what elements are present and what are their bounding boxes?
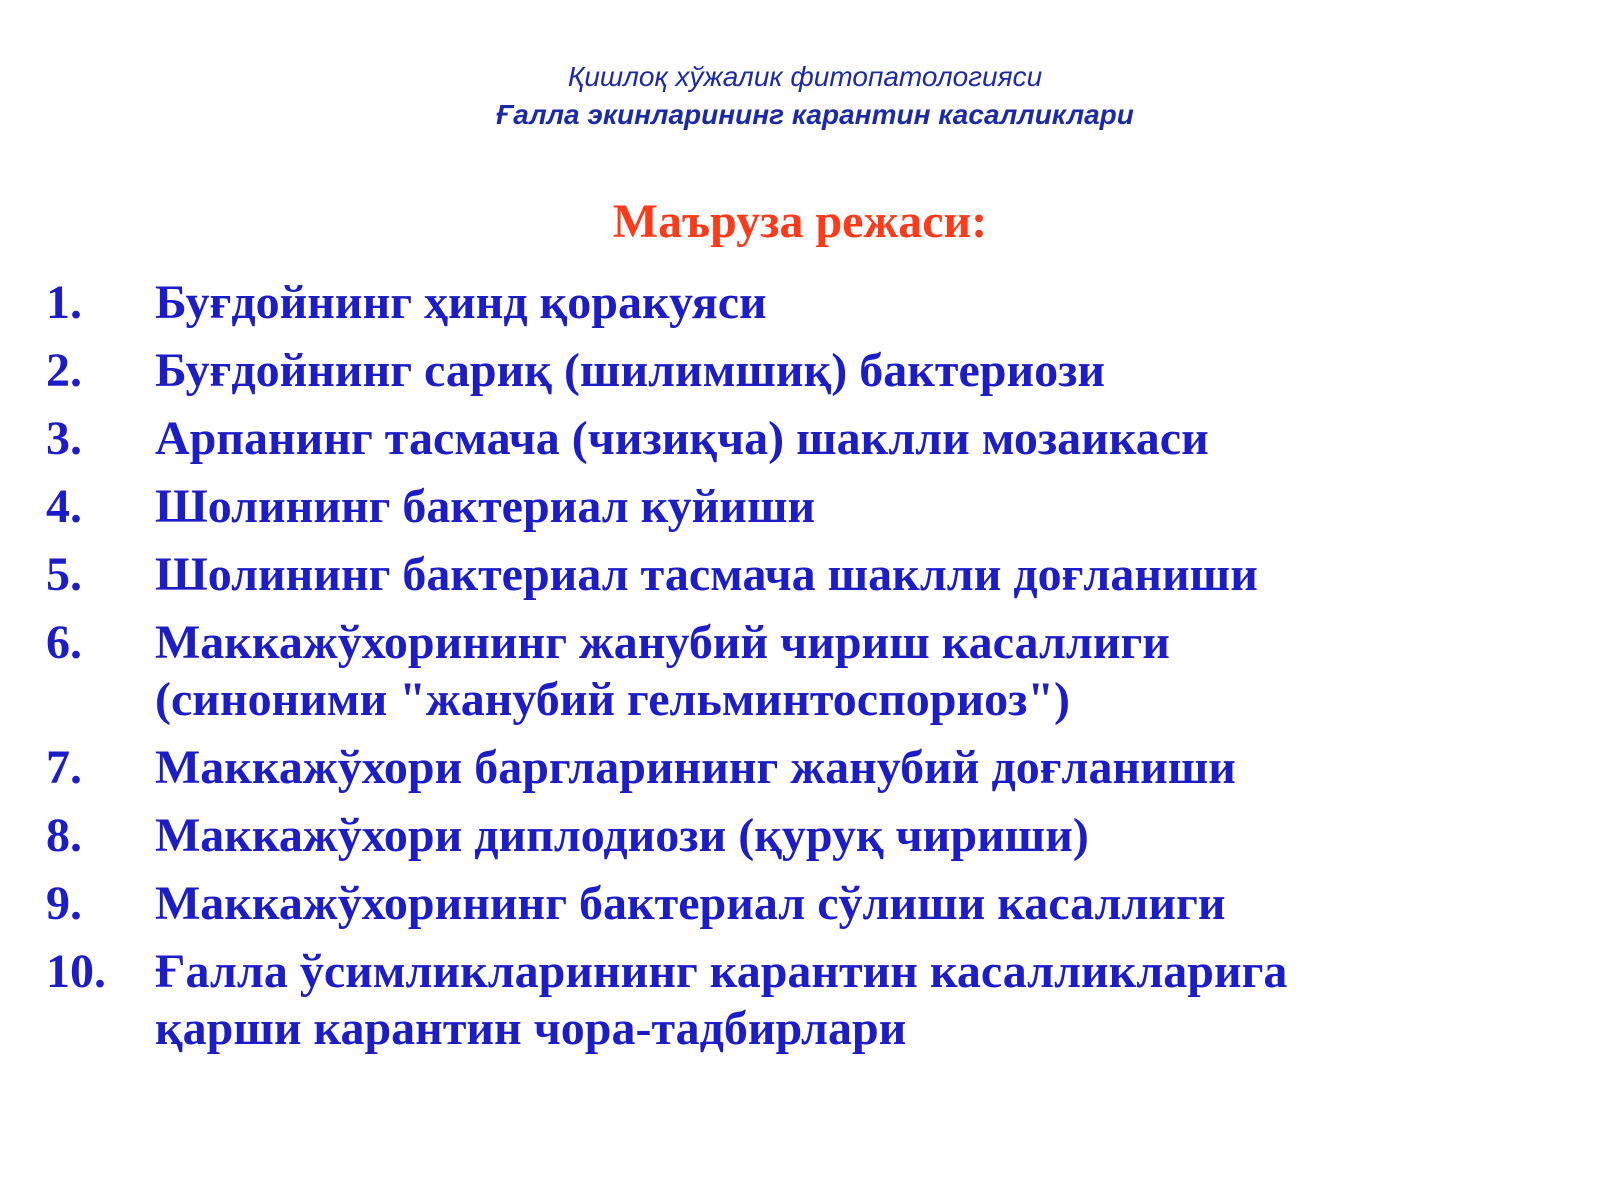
plan-item-text: Маккажўхорининг бактериал сўлиши касаллиги [155, 877, 1226, 930]
plan-item-text: Маккажўхорининг жанубий чириш касаллиги (синоними "жанубий гельминтоспориоз") [155, 616, 1170, 726]
plan-item-number: 6. [46, 616, 82, 669]
plan-item-text: Буғдойнинг сариқ (шилимшиқ) бактериози [155, 344, 1106, 397]
plan-item-5 [46, 546, 1546, 603]
plan-item-number: 1. [46, 276, 82, 329]
plan-item-number: 10. [46, 945, 106, 998]
plan-list [46, 274, 1546, 1068]
plan-item-1 [46, 274, 1546, 331]
plan-item-10 [46, 943, 1546, 1057]
lecture-topic: Ғалла экинларининг карантин касалликлари [496, 99, 1134, 130]
plan-item-number: 8. [46, 809, 82, 862]
plan-item-number: 3. [46, 412, 82, 465]
plan-item-number: 9. [46, 877, 82, 930]
plan-item-number: 2. [46, 344, 82, 397]
plan-item-2 [46, 342, 1546, 399]
plan-item-8 [46, 807, 1546, 864]
plan-item-text: Буғдойнинг ҳинд қоракуяси [155, 276, 767, 329]
plan-title-text: Маъруза режаси: [612, 195, 988, 248]
course-subject: Қишлоқ хўжалик фитопатологияси [567, 61, 1043, 92]
plan-item-text: Шолининг бактериал куйиши [155, 480, 816, 533]
plan-item-text: Маккажўхори диплодиози (қуруқ чириши) [155, 809, 1089, 862]
plan-item-9 [46, 875, 1546, 932]
plan-item-4 [46, 478, 1546, 535]
plan-item-7 [46, 739, 1546, 796]
plan-item-text: Ғалла ўсимликларининг карантин касалликларига қарши карантин чора-тадбирлари [155, 945, 1288, 1055]
slide-header [0, 58, 1600, 134]
plan-item-number: 5. [46, 548, 82, 601]
plan-item-text: Шолининг бактериал тасмача шаклли доғланиши [155, 548, 1258, 601]
plan-item-3 [46, 410, 1546, 467]
plan-title [0, 192, 1600, 252]
plan-item-number: 4. [46, 480, 82, 533]
plan-item-text: Арпанинг тасмача (чизиқча) шаклли мозаикаси [155, 412, 1209, 465]
plan-item-text: Маккажўхори баргларининг жанубий доғланиши [155, 741, 1236, 794]
plan-item-number: 7. [46, 741, 82, 794]
plan-item-6 [46, 614, 1546, 728]
